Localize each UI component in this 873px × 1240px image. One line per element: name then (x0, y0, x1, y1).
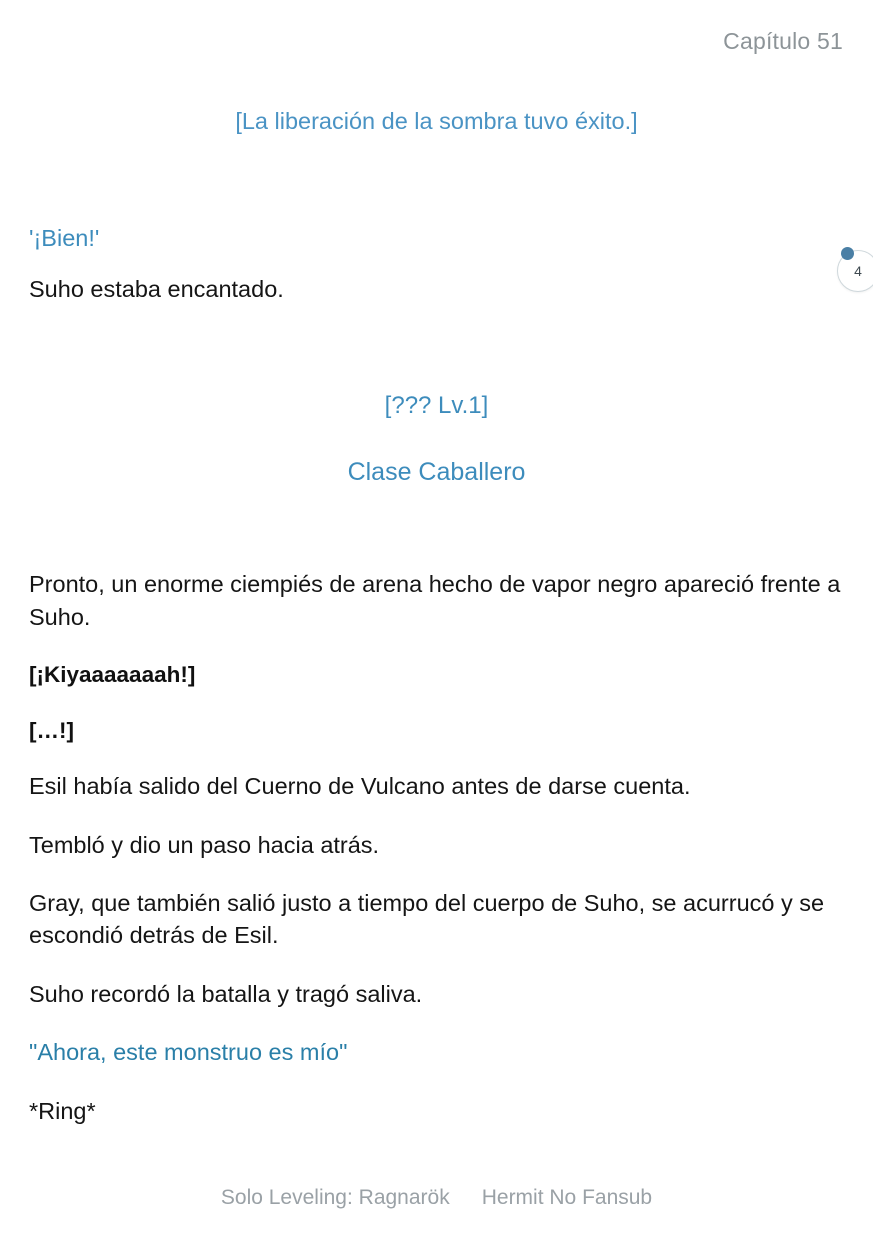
paragraph-gray-escondido: Gray, que también salió justo a tiempo del cuerpo de Suho, se acurrucó y se escondió detrás de Esil. (29, 889, 825, 949)
page-footer (0, 1186, 873, 1210)
paragraph-ring: *Ring* (29, 1098, 96, 1125)
spacer (29, 331, 844, 389)
shout-ellipsis: […!] (29, 717, 74, 743)
shout-kiyaaah: [¡Kiyaaaaaaah!] (29, 662, 196, 688)
spacer (29, 164, 844, 222)
status-level-line: [??? Lv.1] (384, 392, 489, 420)
comment-count-label: 4 (854, 263, 862, 279)
dialogue-line-bien: '¡Bien!' (29, 224, 100, 251)
status-window (29, 389, 844, 490)
paragraph-esil-cuerno: Esil había salido del Cuerno de Vulcano antes de darse cuenta. (29, 773, 691, 800)
paragraph-tembló: Tembló y dio un paso hacia atrás. (29, 831, 380, 858)
spacer (29, 490, 844, 548)
footer-series-title: Solo Leveling: Ragnarök (220, 1186, 450, 1209)
spacer (29, 548, 844, 568)
footer-group-name: Hermit No Fansub (481, 1186, 653, 1209)
chapter-label: Capítulo 51 (723, 28, 843, 54)
system-message-shadow-release: [La liberación de la sombra tuvo éxito.] (235, 108, 638, 134)
paragraph-suho-recordo: Suho recordó la batalla y tragó saliva. (29, 980, 423, 1007)
paragraph-suho-encantado: Suho estaba encantado. (29, 275, 284, 302)
status-class-line: Clase Caballero (347, 458, 526, 486)
paragraph-ciempies-aparece: Pronto, un enorme ciempiés de arena hecho de vapor negro apareció frente a Suho. (29, 571, 841, 630)
dialogue-line-monstruo-mio: "Ahora, este monstruo es mío" (29, 1039, 348, 1066)
chapter-body (29, 105, 844, 1154)
